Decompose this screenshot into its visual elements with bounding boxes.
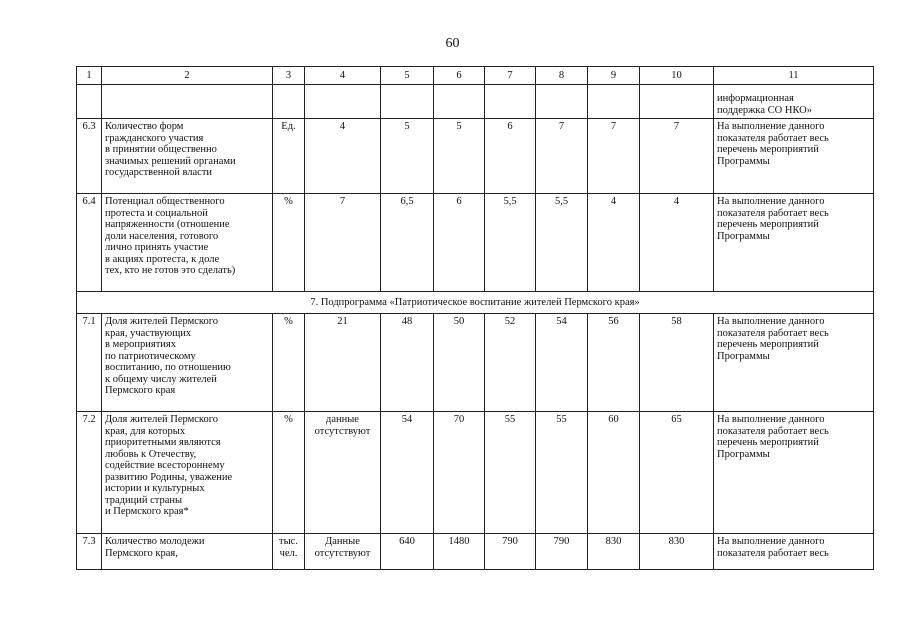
value-col-7: 6: [485, 119, 536, 194]
unit: Ед.: [273, 119, 305, 194]
value-col-6: 5: [434, 119, 485, 194]
value-col-6: 70: [434, 412, 485, 534]
row-number: 7.2: [77, 412, 102, 534]
row-number: 7.3: [77, 534, 102, 570]
note: На выполнение данного показателя работает весь перечень мероприятий Программы: [714, 314, 874, 412]
value-col-10: 7: [640, 119, 714, 194]
unit: тыс. чел.: [273, 534, 305, 570]
value-col-7: 52: [485, 314, 536, 412]
note: На выполнение данного показателя работает весь перечень мероприятий Программы: [714, 412, 874, 534]
table-row: [77, 119, 874, 194]
value-col-8: 5,5: [536, 194, 588, 292]
note: На выполнение данного показателя работает весь перечень мероприятий Программы: [714, 119, 874, 194]
indicator-name: Потенциал общественного протеста и социальной напряженности (отношение доли населения, готового лично принять участие в акциях протеста, к доле тех, кто не готов это сделать): [102, 194, 273, 292]
indicator-name: Доля жителей Пермского края, участвующих в мероприятиях по патриотическому воспитанию, по отношению к общему числу жителей Пермского края: [102, 314, 273, 412]
value-col-10: 58: [640, 314, 714, 412]
col-header-8: 8: [536, 67, 588, 85]
col-header-4: 4: [305, 67, 381, 85]
value-col-6: 6: [434, 194, 485, 292]
section-row: [77, 292, 874, 314]
page-number: 60: [445, 36, 460, 51]
value-col-5: 5: [381, 119, 434, 194]
value-col-5: 6,5: [381, 194, 434, 292]
value-col-9: 830: [588, 534, 640, 570]
value-col-4: Данные отсутствуют: [305, 534, 381, 570]
col-header-11: 11: [714, 67, 874, 85]
col-header-1: 1: [77, 67, 102, 85]
value-col-9: 7: [588, 119, 640, 194]
value-col-9: 4: [588, 194, 640, 292]
row-number: 6.4: [77, 194, 102, 292]
value-col-10: 4: [640, 194, 714, 292]
indicators-table: [76, 66, 874, 570]
value-col-10: 65: [640, 412, 714, 534]
value-col-4: 21: [305, 314, 381, 412]
unit: %: [273, 412, 305, 534]
value-col-8: 54: [536, 314, 588, 412]
value-col-4: 4: [305, 119, 381, 194]
continuation-note: информационная поддержка СО НКО»: [714, 85, 874, 119]
col-header-7: 7: [485, 67, 536, 85]
table-row: [77, 314, 874, 412]
value-col-9: 56: [588, 314, 640, 412]
col-header-10: 10: [640, 67, 714, 85]
table-row: [77, 534, 874, 570]
value-col-6: 1480: [434, 534, 485, 570]
value-col-9: 60: [588, 412, 640, 534]
value-col-7: 55: [485, 412, 536, 534]
value-col-5: 54: [381, 412, 434, 534]
col-header-5: 5: [381, 67, 434, 85]
value-col-7: 5,5: [485, 194, 536, 292]
section-title: 7. Подпрограмма «Патриотическое воспитание жителей Пермского края»: [77, 292, 874, 314]
col-header-3: 3: [273, 67, 305, 85]
note: На выполнение данного показателя работает весь: [714, 534, 874, 570]
unit: %: [273, 194, 305, 292]
table-row: [77, 194, 874, 292]
value-col-6: 50: [434, 314, 485, 412]
value-col-4: 7: [305, 194, 381, 292]
value-col-7: 790: [485, 534, 536, 570]
col-header-2: 2: [102, 67, 273, 85]
value-col-8: 7: [536, 119, 588, 194]
col-header-6: 6: [434, 67, 485, 85]
indicator-name: Количество форм гражданского участия в принятии общественно значимых решений органами государственной власти: [102, 119, 273, 194]
value-col-8: 790: [536, 534, 588, 570]
note: На выполнение данного показателя работает весь перечень мероприятий Программы: [714, 194, 874, 292]
value-col-8: 55: [536, 412, 588, 534]
row-number: 6.3: [77, 119, 102, 194]
value-col-4: данные отсутствуют: [305, 412, 381, 534]
row-number: 7.1: [77, 314, 102, 412]
column-number-row: [77, 67, 874, 85]
value-col-5: 640: [381, 534, 434, 570]
unit: %: [273, 314, 305, 412]
indicator-name: Доля жителей Пермского края, для которых приоритетными являются любовь к Отечеству, содействие всестороннему развитию Родины, уважение истории и культурных традиций страны и Пермского края*: [102, 412, 273, 534]
table-row: [77, 412, 874, 534]
value-col-5: 48: [381, 314, 434, 412]
continuation-row: [77, 85, 874, 119]
col-header-9: 9: [588, 67, 640, 85]
value-col-10: 830: [640, 534, 714, 570]
indicator-name: Количество молодежи Пермского края,: [102, 534, 273, 570]
